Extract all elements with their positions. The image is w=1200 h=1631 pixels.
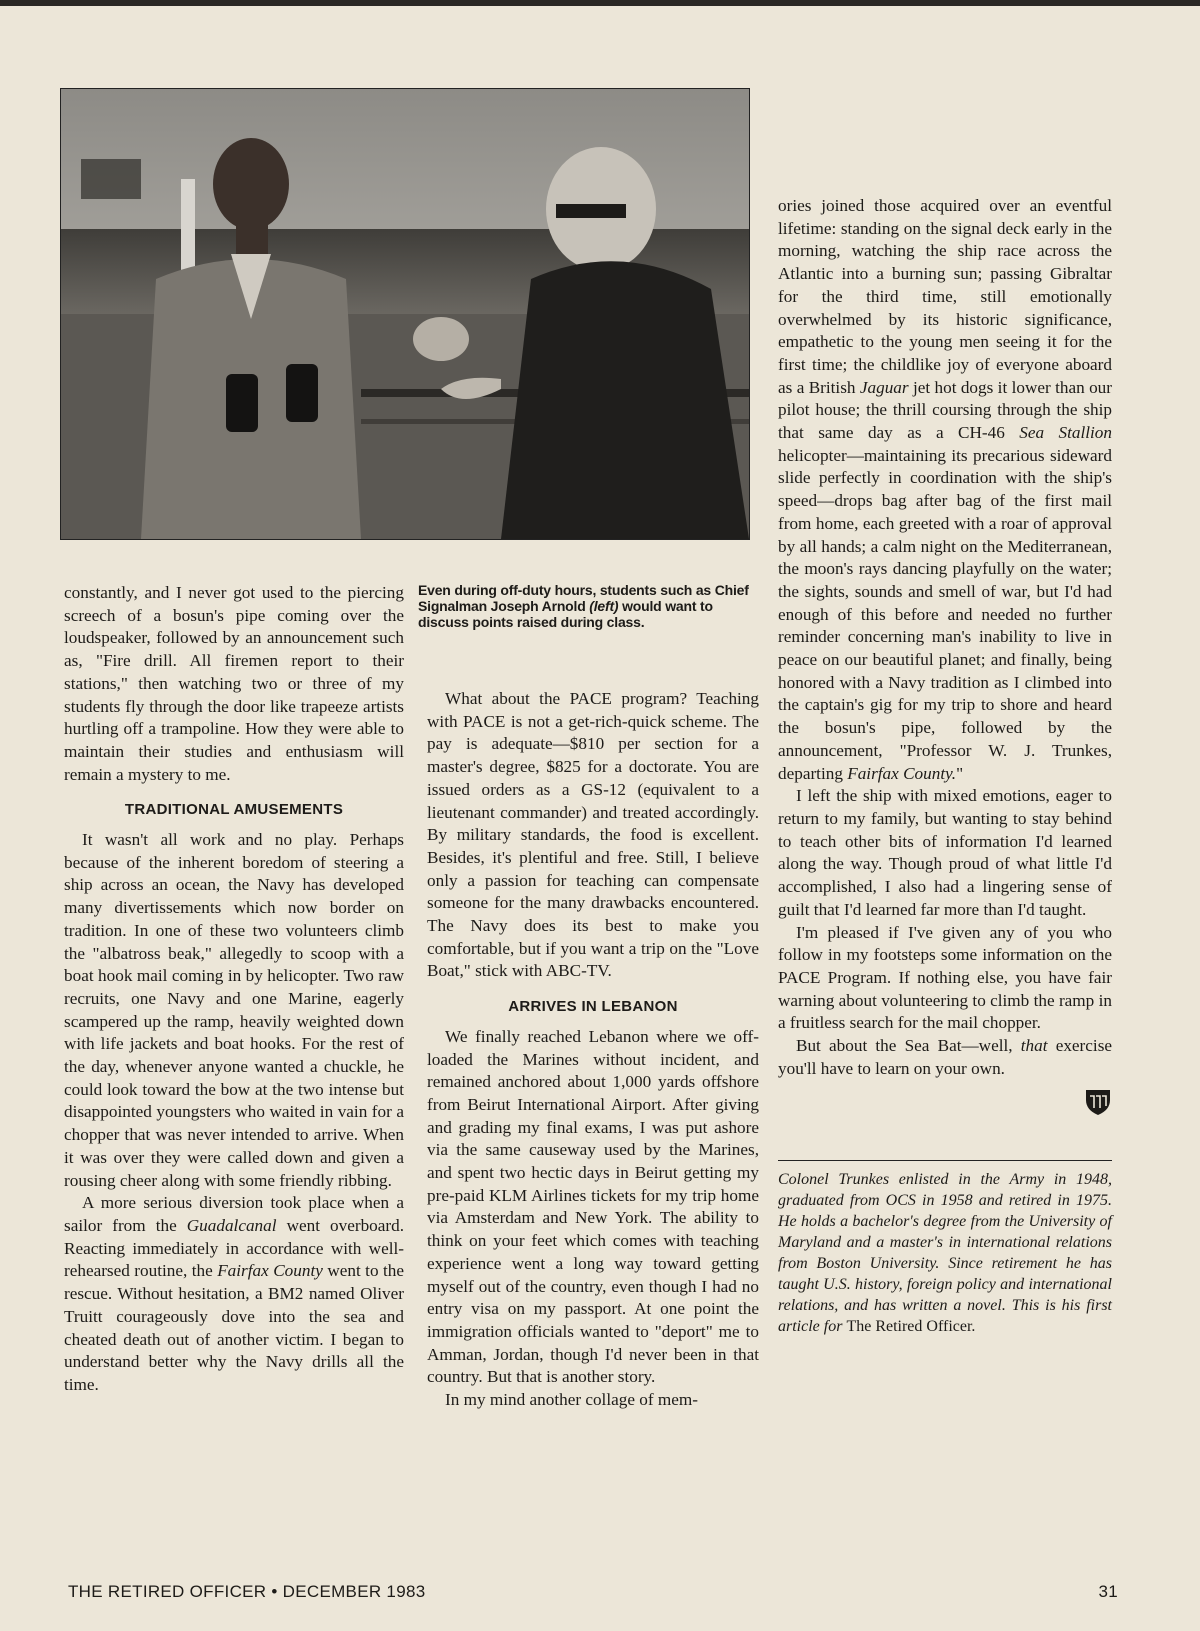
author-bio: Colonel Trunkes enlisted in the Army in 1948, graduated from OCS in 1958 and retired in 1975. He holds a bachelor's degree from the University of Maryland and a master's in international relations from Boston University. Since retirement he has taught U.S. history, foreign policy and international relations, and has written a novel. This is his first article for The Retired Officer.: [778, 1171, 1112, 1336]
photo-two-men-on-ship-deck-icon: [61, 89, 749, 539]
col2-paragraph-1: What about the PACE program? Teaching with PACE is not a get-rich-quick scheme. The pay is adequate—$810 per section for a master's degree, $825 for a doctorate. You are issued orders as a GS-12 (equivalent to a lieutenant commander) and treated accordingly. By military standards, the food is excellent. Besides, it's plentiful and free. Still, I believe only a passion for teaching can compensate someone for the many drawbacks encountered. The Navy does its best to make you comfortable, but if you want a trip on the "Love Boat," stick with ABC-TV.: [427, 689, 759, 981]
col1-paragraph-3: A more serious diversion took place when a sailor from the Guadalcanal went overboard. Reacting immediately in accordance with well-rehearsed routine, the Fairfax County went to the rescue. Without hesitation, a BM2 named Oliver Truitt courageously dove into the sea and cheated death out of another victim. I began to understand better why the Navy drills all the time.: [64, 1193, 405, 1394]
col3-paragraph-2: I left the ship with mixed emotions, eager to return to my family, but wanting to stay behind to teach other bits of information I'd learned along the way. Though proud of what little I'd accomplished, I also had a lingering sense of guilt that I'd learned far more than I'd taught.: [778, 786, 1112, 919]
photo-caption: Even during off-duty hours, students such as Chief Signalman Joseph Arnold (left) would want to discuss points raised during class.: [418, 582, 749, 630]
col3-paragraph-1: ories joined those acquired over an eventful lifetime: standing on the signal deck early in the morning, watching the ship race across the Atlantic into a burning sun; passing Gibraltar for the third time, still emotionally overwhelmed by its historic significance, empathetic to the young men seeing it for the first time; the childlike joy of everyone aboard as a British Jaguar jet hot dogs it lower than our pilot house; the thrill coursing through the ship that same day as a CH-46 Sea Stallion helicopter—maintaining its precarious sideward slide perfectly in coordination with the ship's speed—drops bag after bag of the first mail from home, each greeted with a roar of approval by all hands; a calm night on the Mediterranean, the moon's rays dancing playfully on the water; the sights, sounds and smell of war, but I'd had enough of this before and needed no further reminder concerning man's inability to live in peace on our beautiful planet; and finally, being honored with a Navy tradition as I climbed into the captain's gig for my trip to shore and heard the bosun's pipe, followed by the announcement, "Professor W. J. Trunkes, departing Fairfax County.": [778, 196, 1112, 783]
col1-paragraph-2: It wasn't all work and no play. Perhaps because of the inherent boredom of steering a ship across an ocean, the Navy has developed many divertissements which now border on tradition. In one of these two volunteers climb the "albatross beak," allegedly to scoop with a boat hook mail coming in by helicopter. Two raw recruits, one Navy and one Marine, eagerly scampered up the ramp, heavily weighted down with life jackets and boat hooks. For the rest of the day, whenever anyone wanted a chuckle, he could look toward the bow at the two intense but disappointed youngsters who waited in vain for a chopper that was never intended to arrive. When it was over they were called down and given a rousing cheer along with some friendly ribbing.: [64, 830, 404, 1190]
magazine-logo-icon: [1084, 1088, 1112, 1116]
caption-left-note: (left): [589, 598, 619, 614]
bio-divider: [778, 1160, 1112, 1161]
col2-paragraph-3: In my mind another collage of mem-: [445, 1390, 698, 1410]
col1-paragraph-1: constantly, and I never got used to the piercing screech of a bosun's pipe coming over the loudspeaker, followed by an announcement such as, "Fire drill. All firemen report to their stations," then watching two or three of my students fly through the door like trapeeze artists hurtling off a trampoline. How they were able to maintain their studies and enthusiasm will remain a mystery to me.: [64, 583, 404, 784]
col2-paragraph-2: We finally reached Lebanon where we off-loaded the Marines without incident, and remained anchored about 1,000 yards offshore from Beirut International Airport. After giving and grading my final exams, I was put ashore via the same causeway used by the Marines, and spent two hectic days in Beirut getting my pre-paid KLM Airlines tickets for my trip home via Amsterdam and New York. The ability to think on your feet which comes with teaching experience went a long way toward getting myself out of the country, even though I had no entry visa on my passport. At one point the immigration officials wanted to "deport" me to Amman, Jordan, though I'd never been in that country. But that is another story.: [427, 1026, 759, 1387]
col3-paragraph-4: But about the Sea Bat—well, that exercise you'll have to learn on your own.: [778, 1036, 1113, 1078]
page-top-edge: [0, 0, 1200, 6]
page-footer: [68, 1582, 1118, 1602]
column-1: [64, 582, 404, 1397]
col3-paragraph-3: I'm pleased if I've given any of you who follow in my footsteps some information on the PACE Program. If nothing else, you have fair warning about volunteering to climb the ramp in a fruitless search for the mail chopper.: [778, 922, 1112, 1033]
column-2: [427, 688, 759, 1412]
heading-arrives-in-lebanon: ARRIVES IN LEBANON: [508, 998, 678, 1016]
article-photo: [60, 88, 750, 540]
footer-publication: THE RETIRED OFFICER • DECEMBER 1983: [68, 1582, 426, 1601]
column-3: [778, 195, 1112, 1337]
heading-traditional-amusements: TRADITIONAL AMUSEMENTS: [124, 801, 344, 819]
page-number: 31: [1098, 1582, 1118, 1601]
